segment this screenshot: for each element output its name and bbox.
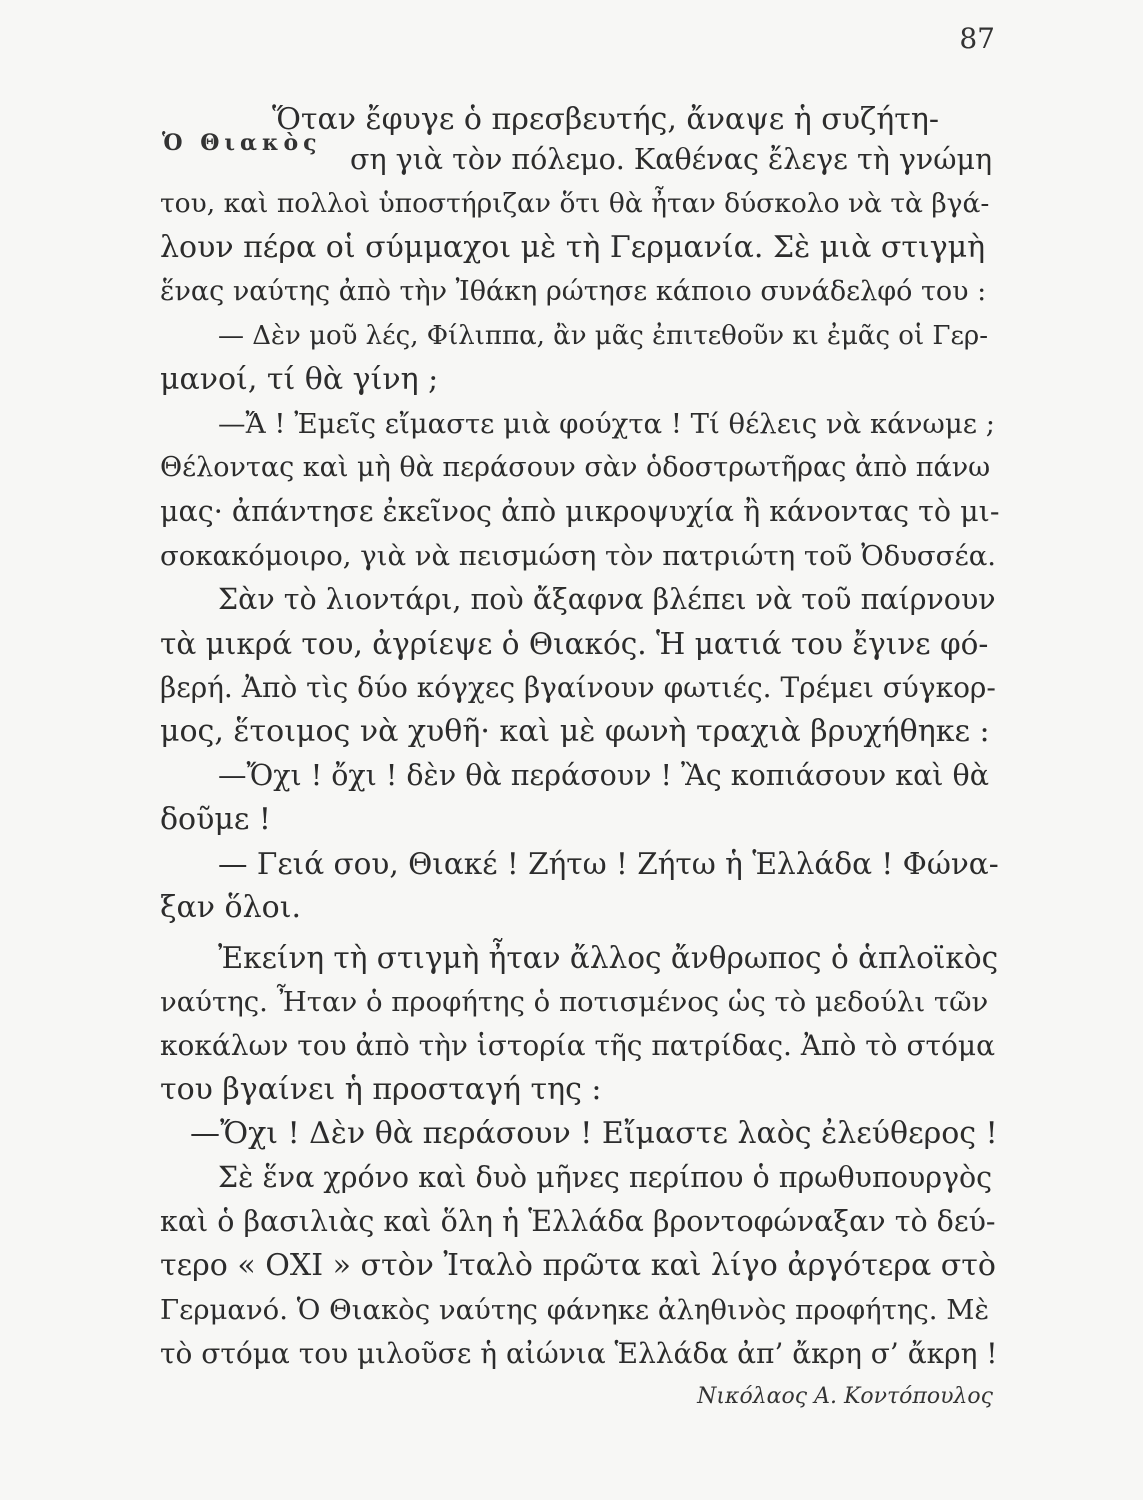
text-line: Θέλοντας καὶ μὴ θὰ περάσουν σὰν ὁδοστρωτῆρας ἀπὸ πάνω xyxy=(160,452,991,483)
text-line: μος, ἕτοιμος νὰ χυθῆ· καὶ μὲ φωνὴ τραχιὰ βρυχήθηκε : xyxy=(160,714,990,749)
text-line: μας· ἀπάντησε ἐκεῖνος ἀπὸ μικροψυχία ἢ κάνοντας τὸ μι- xyxy=(160,495,1000,528)
text-line: Σὰν τὸ λιοντάρι, ποὺ ἄξαφνα βλέπει νὰ τοῦ παίρνουν xyxy=(218,583,996,616)
text-line: — Γειά σου, Θιακέ ! Ζήτω ! Ζήτω ἡ Ἑλλάδα ! Φώνα- xyxy=(218,847,999,881)
text-line: μανοί, τί θὰ γίνη ; xyxy=(160,362,439,397)
page-number: 87 xyxy=(959,22,995,55)
text-line: Ἐκείνη τὴ στιγμὴ ἦταν ἄλλος ἄνθρωπος ὁ ἁπλοϊκὸς xyxy=(218,941,999,975)
text-line: τὸ στόμα του μιλοῦσε ἡ αἰώνια Ἑλλάδα ἀπ’ ἄκρη σ’ ἄκρη ! xyxy=(160,1337,998,1370)
text-line: του βγαίνει ἡ προσταγή της : xyxy=(160,1072,602,1107)
text-line: Σὲ ἕνα χρόνο καὶ δυὸ μῆνες περίπου ὁ πρωθυπουργὸς xyxy=(218,1161,993,1194)
text-line: —Ὄχι ! Δὲν θὰ περάσουν ! Εἴμαστε λαὸς ἐλεύθερος ! xyxy=(190,1116,998,1151)
text-line: τερο « ΟΧΙ » στὸν Ἰταλὸ πρῶτα καὶ λίγο ἀργότερα στὸ xyxy=(160,1248,996,1283)
text-line: ση γιὰ τὸν πόλεμο. Καθένας ἔλεγε τὴ γνώμη xyxy=(350,143,993,176)
text-line: κοκάλων του ἀπὸ τὴν ἱστορία τῆς πατρίδας. Ἀπὸ τὸ στόμα xyxy=(160,1029,996,1062)
text-line: βερή. Ἀπὸ τὶς δύο κόγχες βγαίνουν φωτιές. Τρέμει σύγκορ- xyxy=(160,671,996,704)
text-line: δοῦμε ! xyxy=(160,802,271,837)
text-line: —Ὄχι ! ὄχι ! δὲν θὰ περάσουν ! Ἂς κοπιάσουν καὶ θὰ xyxy=(218,759,989,792)
text-line: ξαν ὅλοι. xyxy=(160,890,301,925)
text-line: ναύτης. Ἦταν ὁ προφήτης ὁ ποτισμένος ὡς τὸ μεδούλι τῶν xyxy=(160,986,989,1018)
text-line: σοκακόμοιρο, γιὰ νὰ πεισμώση τὸν πατριώτη τοῦ Ὀδυσσέα. xyxy=(160,540,997,572)
text-line: —Ἄ ! Ἐμεῖς εἴμαστε μιὰ φούχτα ! Τί θέλεις νὰ κάνωμε ; xyxy=(218,408,995,440)
text-line: του, καὶ πολλοὶ ὑποστήριζαν ὅτι θὰ ἦταν δύσκολο νὰ τὰ βγά- xyxy=(160,188,990,219)
text-line: λουν πέρα οἱ σύμμαχοι μὲ τὴ Γερμανία. Σὲ μιὰ στιγμὴ xyxy=(160,230,986,265)
text-line: ἕνας ναύτης ἀπὸ τὴν Ἰθάκη ρώτησε κάποιο συνάδελφό του : xyxy=(160,276,987,307)
text-line: καὶ ὁ βασιλιὰς καὶ ὅλη ἡ Ἑλλάδα βροντοφώναξαν τὸ δεύ- xyxy=(160,1205,996,1238)
side-heading: Ὁ Θιακὸς xyxy=(162,130,322,156)
text-line: Ὅταν ἔφυγε ὁ πρεσβευτής, ἄναψε ἡ συζήτη- xyxy=(272,102,939,137)
text-line: — Δὲν μοῦ λές, Φίλιππα, ἂν μᾶς ἐπιτεθοῦν κι ἐμᾶς οἱ Γερ- xyxy=(218,321,988,351)
author-signature: Νικόλαος Α. Κοντόπουλος xyxy=(697,1384,993,1409)
text-line: τὰ μικρά του, ἀγρίεψε ὁ Θιακός. Ἡ ματιά του ἔγινε φό- xyxy=(160,627,989,661)
text-line: Γερμανό. Ὁ Θιακὸς ναύτης φάνηκε ἀληθινὸς προφήτης. Μὲ xyxy=(160,1294,990,1326)
